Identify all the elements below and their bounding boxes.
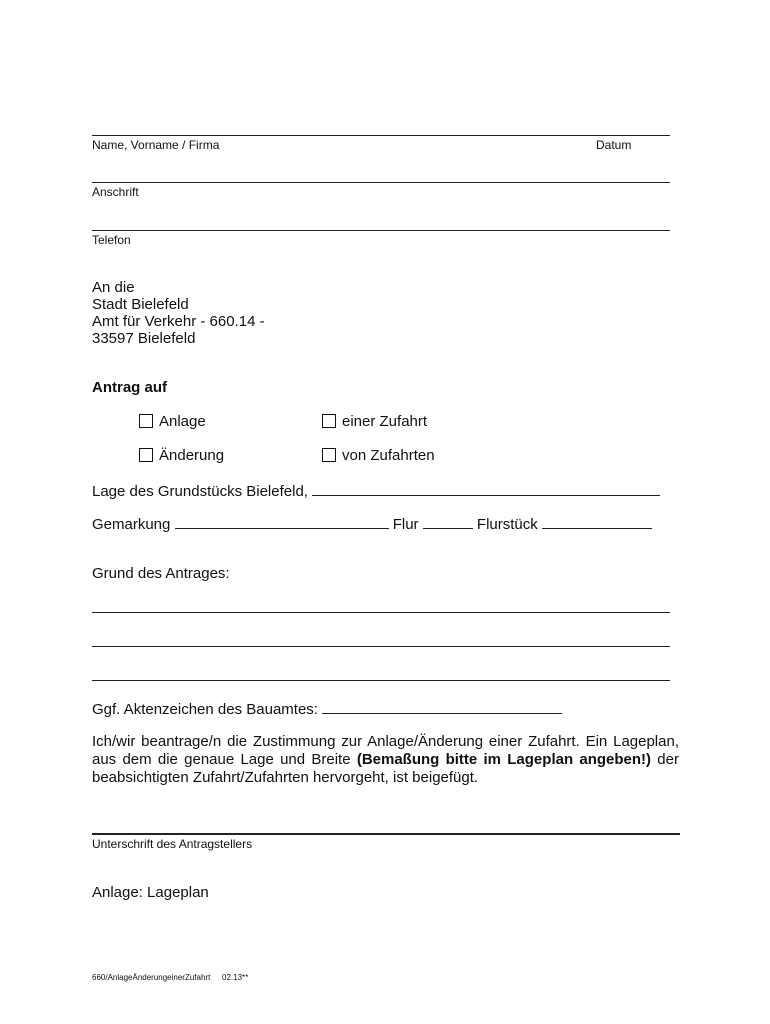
gemarkung-row	[92, 514, 652, 533]
option-aenderung[interactable]	[139, 447, 224, 464]
option-einer-zufahrt[interactable]	[322, 413, 427, 430]
declaration-part-2: der beabsichtigten Zufahrt/Zufahrten hervorgeht, ist beigefügt.	[92, 751, 679, 786]
checkbox-einer-zufahrt[interactable]	[322, 414, 336, 428]
option-anlage-label: Anlage	[159, 413, 206, 430]
grund-line-3[interactable]	[92, 680, 670, 681]
gemarkung-label: Gemarkung	[92, 516, 171, 533]
lage-label: Lage des Grundstücks Bielefeld,	[92, 483, 308, 500]
option-aenderung-label: Änderung	[159, 447, 225, 464]
phone-label: Telefon	[92, 233, 131, 247]
name-line[interactable]	[92, 135, 670, 136]
checkbox-von-zufahrten[interactable]	[322, 448, 336, 462]
recipient-line-1: An die	[92, 279, 135, 296]
grund-line-1[interactable]	[92, 612, 670, 613]
option-anlage[interactable]	[139, 413, 206, 430]
recipient-line-2: Stadt Bielefeld	[92, 296, 189, 313]
date-label: Datum	[596, 138, 632, 152]
option-einer-zufahrt-label: einer Zufahrt	[342, 413, 428, 430]
grund-label: Grund des Antrages:	[92, 565, 230, 582]
aktenzeichen-label: Ggf. Aktenzeichen des Bauamtes:	[92, 701, 318, 718]
aktenzeichen-field[interactable]	[322, 699, 562, 714]
gemarkung-field[interactable]	[175, 514, 389, 529]
recipient-address	[92, 279, 265, 347]
recipient-line-4: 33597 Bielefeld	[92, 330, 196, 347]
name-label: Name, Vorname / Firma	[92, 138, 220, 152]
flurstueck-label: Flurstück	[476, 516, 538, 533]
option-von-zufahrten-label: von Zufahrten	[342, 447, 435, 464]
flur-field[interactable]	[423, 514, 473, 529]
declaration-text	[92, 733, 679, 787]
address-line[interactable]	[92, 182, 670, 183]
declaration-bold: (Bemaßung bitte im Lageplan angeben!)	[356, 751, 652, 768]
declaration-part-1: Ich/wir beantrage/n die Zustimmung zur Anlage/Änderung einer Zufahrt. Ein Lageplan, aus dem die genaue Lage und Breite	[92, 733, 679, 768]
footer-version: 02.13**	[222, 973, 249, 982]
grund-line-2[interactable]	[92, 646, 670, 647]
checkbox-aenderung[interactable]	[139, 448, 153, 462]
application-heading: Antrag auf	[92, 379, 167, 396]
signature-line[interactable]	[92, 833, 680, 835]
checkbox-anlage[interactable]	[139, 414, 153, 428]
attachment-label: Anlage: Lageplan	[92, 884, 209, 901]
lage-field[interactable]	[312, 481, 660, 496]
aktenzeichen-row	[92, 699, 562, 718]
flurstueck-field[interactable]	[542, 514, 652, 529]
signature-label: Unterschrift des Antragstellers	[92, 837, 253, 851]
recipient-line-3: Amt für Verkehr - 660.14 -	[92, 313, 265, 330]
footer-form-id: 660/AnlageÄnderungeinerZufahrt	[92, 973, 211, 982]
option-von-zufahrten[interactable]	[322, 447, 435, 464]
flur-label: Flur	[392, 516, 419, 533]
phone-line[interactable]	[92, 230, 670, 231]
address-label: Anschrift	[92, 185, 139, 199]
lage-row	[92, 481, 660, 500]
